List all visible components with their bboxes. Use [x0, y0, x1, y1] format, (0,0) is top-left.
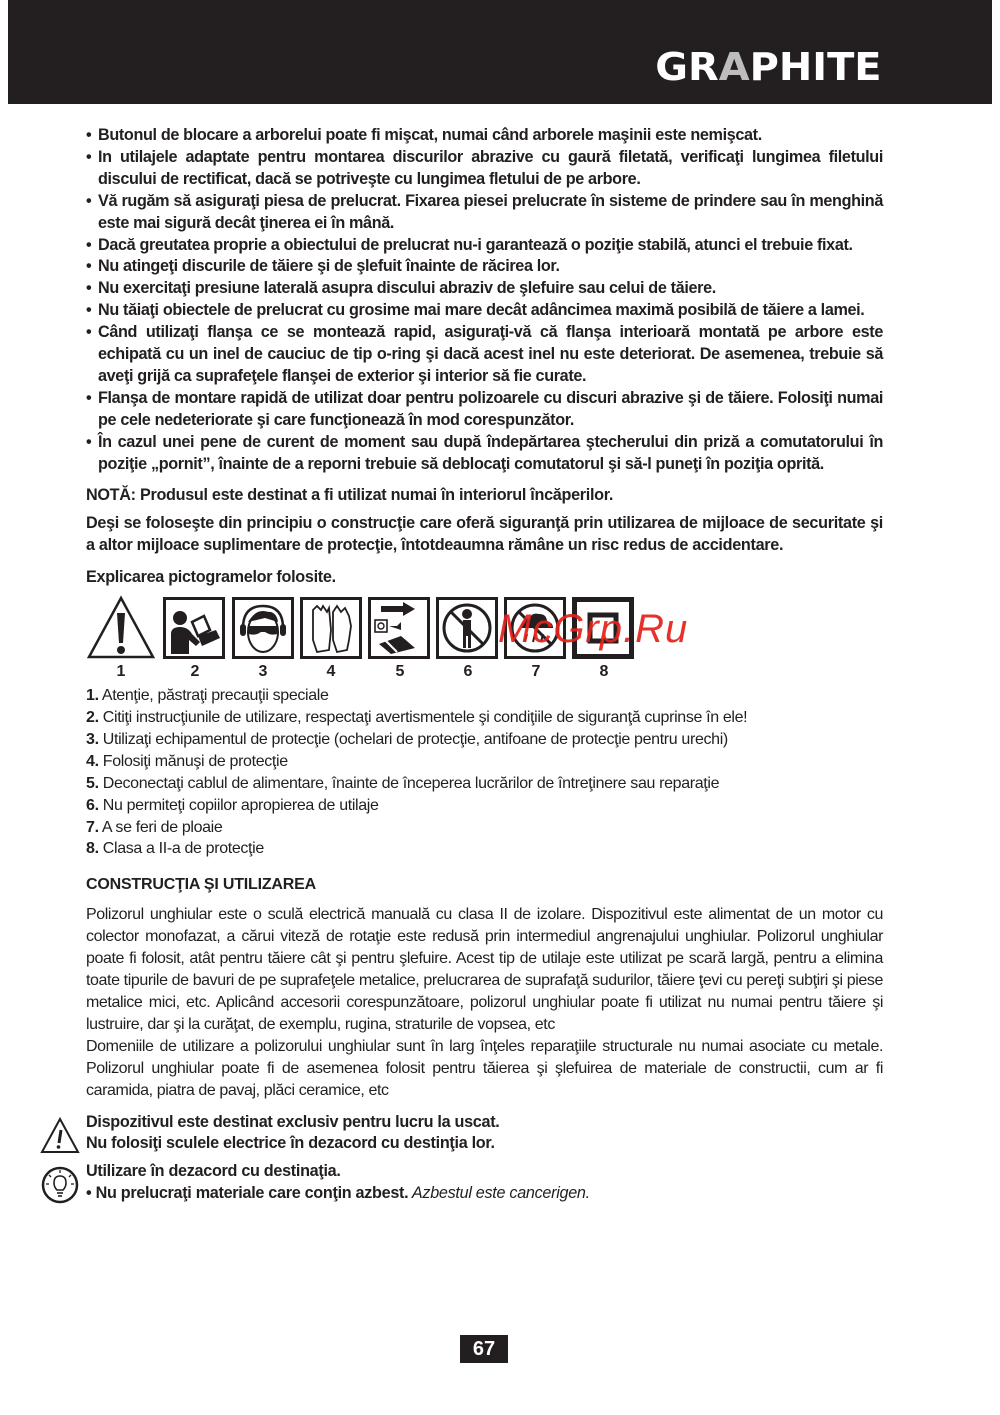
- section-title: CONSTRUCŢIA ŞI UTILIZAREA: [86, 876, 316, 894]
- safety-bullet-list: [86, 125, 883, 476]
- legend-item: 3. Utilizaţi echipamentul de protecţie (ochelari de protecţie, antifoane de protecţie pentru urechi): [86, 730, 728, 748]
- brand-logo: GRAPHITE: [655, 45, 882, 89]
- note-text: NOTĂ: Produsul este destinat a fi utilizat numai în interiorul încăperilor.: [86, 485, 614, 504]
- lightbulb-icon: [40, 1165, 80, 1205]
- tip-title: Utilizare în dezacord cu destinaţia.: [86, 1162, 341, 1181]
- header-bar: [8, 0, 992, 104]
- warning-line: Dispozitivul este destinat exclusiv pentru lucru la uscat.: [86, 1112, 500, 1131]
- list-item: • Când utilizaţi flanşa ce se montează rapid, asiguraţi-vă că flanşa interioară montată pe arbore este echipată cu un inel de cauciuc de tip o-ring şi dacă acest inel nu este deteriorat. De asemenea, trebuie să aveţi grijă ca suprafeţele flanşei de exterior şi interior să fie curate.: [86, 322, 883, 388]
- page-number: 67: [460, 1335, 508, 1363]
- watermark: McGrp.Ru: [498, 607, 689, 652]
- legend-item: 6. Nu permiteţi copiilor apropierea de utilaje: [86, 796, 379, 814]
- warning-triangle-icon: [86, 595, 156, 659]
- legend-item: 8. Clasa a II-a de protecţie: [86, 840, 264, 858]
- tip-bullet: • Nu prelucraţi materiale care conţin azbest. Azbestul este cancerigen.: [86, 1184, 590, 1203]
- warning-line: Nu folosiţi sculele electrice în dezacord cu destinţia lor.: [86, 1134, 495, 1153]
- legend-item: 2. Citiţi instrucţiunile de utilizare, respectaţi avertismentele şi condiţiile de siguranţă cuprinse în ele!: [86, 709, 748, 727]
- list-item: • Nu tăiaţi obiectele de prelucrat cu grosime mai mare decât adâncimea maximă posibilă de tăiere a lamei.: [86, 300, 883, 322]
- body-paragraph: Domeniile de utilizare a polizorului unghiular sunt în larg înţeles reparaţiile structurale nu numai asociate cu metale. Polizorul unghiular poate fi de asemenea folosit pentru tăierea şi şlefuirea de materiale de constructii, cum ar fi caramida, piatra de pavaj, plăci ceramice, etc: [86, 1037, 883, 1099]
- list-item: • Dacă greutatea proprie a obiectului de prelucrat nu-i garantează o poziţie stabilă, atunci el trebuie fixat.: [86, 235, 883, 257]
- body-paragraph: Polizorul unghiular este o sculă electrică manuală cu clasa II de izolare. Dispozitivul este alimentat de un motor cu colector monofazat, a cărui viteză de rotaţie este redusă prin intermediul angrenajului unghiular. Polizorul unghiular poate fi folosit, atât pentru tăiere cât şi pentru şlefuire. Acest tip de utilaje este utilizat pe scară largă, pentru a elimina toate tipurile de bavuri de pe suprafeţele metalice, prelucrarea de suprafaţă sudurilor, tăiere ţevi cu pereţi subţiri şi piese metalice mici, etc. Aplicând accesorii corespunzătoare, polizorul unghiular poate fi utilizat nu numai pentru tăiere şi lustruire, dar şi la curăţat, de exemplu, rugina, straturile de vopsea, etc: [86, 906, 883, 1033]
- no-children-icon: [436, 597, 498, 659]
- pictogram-number: 8: [599, 663, 609, 681]
- pictogram-legend: [86, 685, 883, 860]
- pictogram-number: 4: [326, 663, 336, 681]
- pictogram-number: 5: [395, 663, 405, 681]
- list-item: • Butonul de blocare a arborelui poate fi mişcat, numai când arborele maşinii este nemişcat.: [86, 125, 883, 147]
- unplug-icon: [368, 597, 430, 659]
- pictograms-title: Explicarea pictogramelor folosite.: [86, 568, 336, 587]
- legend-item: 5. Deconectaţi cablul de alimentare, înainte de începerea lucrărilor de întreţinere sau reparaţie: [86, 774, 720, 792]
- list-item: • Nu atingeţi discurile de tăiere şi de şlefuit înainte de răcirea lor.: [86, 256, 883, 278]
- list-item: • In utilajele adaptate pentru montarea discurilor abrazive cu gaură filetată, verificaţi lungimea filetului discului de rectificat, dacă se potriveşte cu lungimea fletului de pe arbore.: [86, 147, 883, 191]
- pictogram-number: 3: [258, 663, 268, 681]
- list-item: • În cazul unei pene de curent de moment sau după îndepărtarea ştecherului din priză a comutatorului în poziţie „pornit”, înainte de a reporni trebuie să deblocaţi comutatorul şi să-l puneţi în poziţia oprită.: [86, 432, 883, 476]
- pictogram-number: 1: [116, 663, 126, 681]
- pictogram-number: 6: [463, 663, 473, 681]
- section-body: [86, 904, 883, 1101]
- gloves-icon: [300, 597, 362, 659]
- warning-triangle-icon: [40, 1116, 80, 1156]
- read-manual-icon: [163, 597, 225, 659]
- tip-note: [86, 1161, 883, 1205]
- list-item: • Nu exercitaţi presiune laterală asupra discului abraziv de şlefuire sau celui de tăiere.: [86, 278, 883, 300]
- legend-item: 7. A se feri de ploaie: [86, 818, 223, 836]
- legend-item: 1. Atenţie, păstraţi precauţii speciale: [86, 687, 329, 705]
- goggles-earmuffs-icon: [232, 597, 294, 659]
- list-item: • Flanşa de montare rapidă de utilizat doar pentru polizoarele cu discuri abrazive şi de tăiere. Folosiţi numai pe cele nedeteriorate şi care funcţionează în mod corespunzător.: [86, 388, 883, 432]
- pictogram-number: 2: [190, 663, 200, 681]
- pictogram-row: [86, 593, 883, 685]
- risk-paragraph: Deşi se foloseşte din principiu o construcţie care oferă siguranţă prin utilizarea de mijloace de securitate şi a altor mijloace suplimentare de protecţie, întotdeaumna rămâne un risc redus de accidentare.: [86, 514, 883, 555]
- warning-note: [86, 1112, 883, 1156]
- list-item: • Vă rugăm să asiguraţi piesa de prelucrat. Fixarea piesei prelucrate în sisteme de prindere sau în menghină este mai sigură decât ţinerea ei în mână.: [86, 191, 883, 235]
- page-content: [86, 125, 883, 1205]
- legend-item: 4. Folosiţi mănuşi de protecţie: [86, 752, 288, 770]
- pictogram-number: 7: [531, 663, 541, 681]
